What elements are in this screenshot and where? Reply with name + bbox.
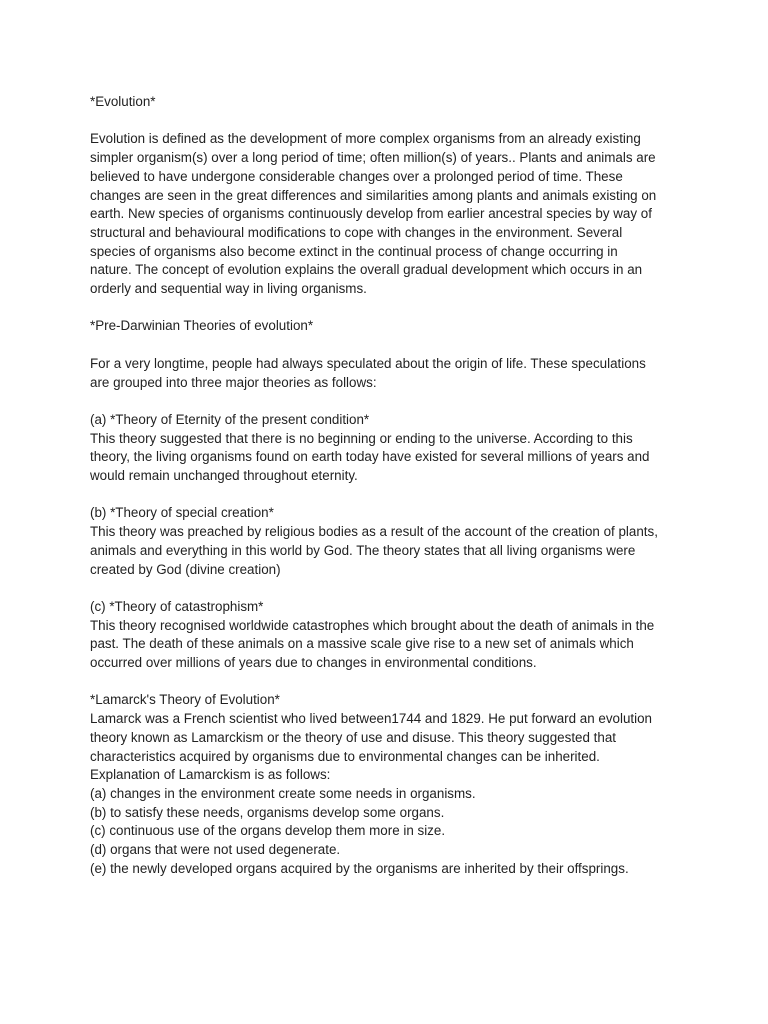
- intro-paragraph: [90, 130, 680, 298]
- text-line: are grouped into three major theories as follows:: [90, 374, 377, 390]
- text-line: species of organisms also become extinct in the continual process of change occurring in: [90, 243, 618, 259]
- text-line: This theory recognised worldwide catastrophes which brought about the death of animals in the: [90, 617, 655, 633]
- text-line: nature. The concept of evolution explains the overall gradual development which occurs in an: [90, 262, 643, 278]
- section-heading-lamarck: *Lamarck's Theory of Evolution*: [90, 692, 280, 708]
- theory-heading: (c) *Theory of catastrophism*: [90, 598, 264, 614]
- text-line: occurred over millions of years due to changes in environmental conditions.: [90, 655, 537, 670]
- text-line: animals and everything in this world by God. The theory states that all living organisms were: [90, 542, 636, 558]
- text-line: Explanation of Lamarckism is as follows:: [90, 767, 331, 783]
- text-line: For a very longtime, people had always speculated about the origin of life. These speculations: [90, 355, 646, 371]
- pre-darwinian-intro: [90, 355, 680, 392]
- text-line: This theory was preached by religious bodies as a result of the account of the creation of plants,: [90, 524, 658, 540]
- text-line: theory, the living organisms found on earth today have existed for several millions of years and: [90, 449, 650, 465]
- paragraph-gap: [90, 673, 680, 692]
- text-line: Evolution is defined as the development of more complex organisms from an already existing: [90, 131, 641, 147]
- text-line: would remain unchanged throughout eternity.: [90, 468, 358, 483]
- text-line: believed to have undergone considerable changes over a prolonged period of time. These: [90, 168, 623, 184]
- text-line: orderly and sequential way in living organisms.: [90, 281, 367, 297]
- list-item: (a) changes in the environment create some needs in organisms.: [90, 785, 476, 801]
- section-heading-pre-darwinian: *Pre-Darwinian Theories of evolution*: [90, 318, 314, 334]
- text-line: This theory suggested that there is no beginning or ending to the universe. According to this: [90, 430, 633, 446]
- lamarck-section: [90, 691, 680, 878]
- paragraph-gap: [90, 486, 680, 505]
- text-line: created by God (divine creation): [90, 561, 281, 577]
- list-item: (d) organs that were not used degenerate.: [90, 842, 341, 858]
- theory-eternity: [90, 411, 680, 486]
- paragraph-gap: [90, 112, 680, 131]
- text-line: changes are seen in the great differences and similarities among plants and animals existing on: [90, 187, 657, 203]
- text-line: structural and behavioural modifications to cope with changes in the environment. Several: [90, 224, 623, 240]
- list-item: (e) the newly developed organs acquired by the organisms are inherited by their offsprings.: [90, 860, 629, 876]
- theory-heading: (b) *Theory of special creation*: [90, 505, 274, 521]
- text-line: characteristics acquired by organisms due to environmental changes can be inherited.: [90, 748, 600, 764]
- paragraph-gap: [90, 579, 680, 598]
- paragraph-gap: [90, 392, 680, 411]
- list-item: (c) continuous use of the organs develop them more in size.: [90, 823, 446, 839]
- text-line: earth. New species of organisms continuously develop from earlier ancestral species by way of: [90, 206, 652, 222]
- text-line: simpler organism(s) over a long period of time; often million(s) of years.. Plants and animals are: [90, 150, 656, 166]
- document-body: [90, 93, 680, 878]
- paragraph-gap: [90, 336, 680, 355]
- text-line: past. The death of these animals on a massive scale give rise to a new set of animals which: [90, 636, 634, 652]
- text-line: Lamarck was a French scientist who lived between1744 and 1829. He put forward an evolution: [90, 711, 652, 727]
- theory-catastrophism: [90, 598, 680, 673]
- list-item: (b) to satisfy these needs, organisms develop some organs.: [90, 804, 445, 820]
- paragraph-gap: [90, 299, 680, 318]
- theory-special-creation: [90, 504, 680, 579]
- text-line: theory known as Lamarckism or the theory of use and disuse. This theory suggested that: [90, 729, 616, 745]
- theory-heading: (a) *Theory of Eternity of the present condition*: [90, 411, 370, 427]
- document-title: *Evolution*: [90, 94, 156, 109]
